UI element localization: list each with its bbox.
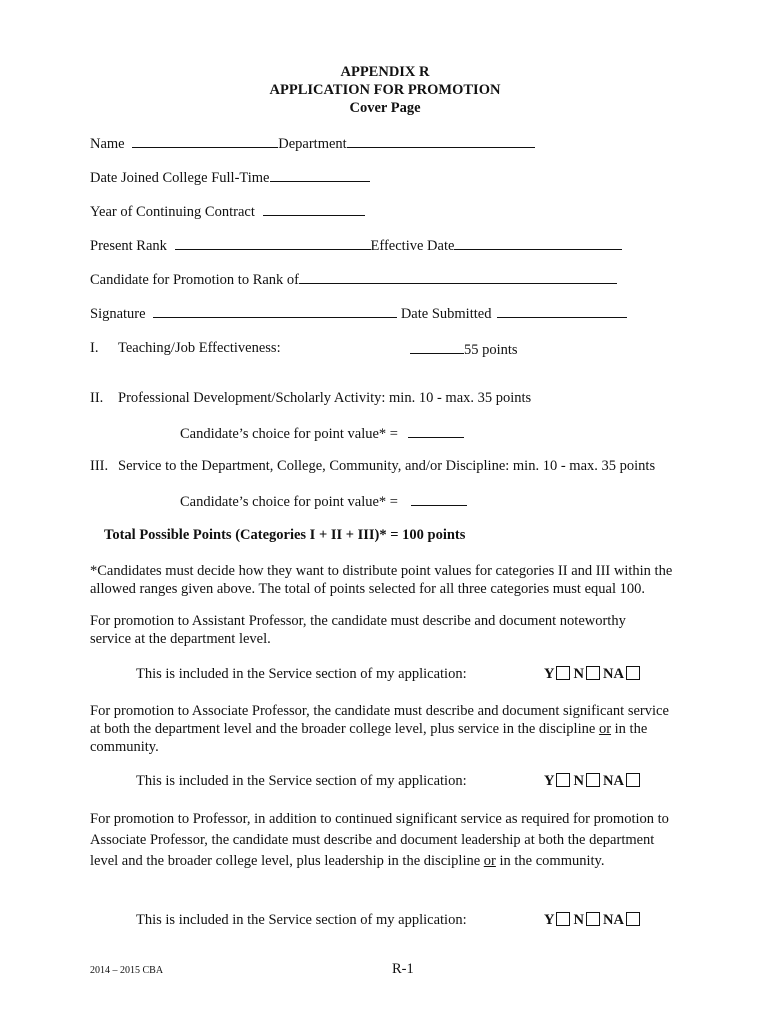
date-submitted-field[interactable] bbox=[497, 304, 627, 318]
professor-note-text: For promotion to Professor, in addition to continued significant service as required for promotion to Associate Professor, the candidate must describe and document leadership at both the department level and the broader college level, plus leadership in the discipline bbox=[90, 811, 669, 869]
na-label: NA bbox=[602, 666, 624, 682]
professor-included-text: This is included in the Service section of my application: bbox=[136, 912, 467, 928]
no-label: N bbox=[573, 773, 584, 789]
professor-note bbox=[90, 809, 682, 872]
professor-note-end: in the community. bbox=[499, 853, 605, 869]
category-3-choice-row bbox=[180, 492, 467, 511]
signature-label: Signature bbox=[90, 306, 146, 322]
assistant-no-checkbox[interactable] bbox=[586, 666, 600, 680]
category-1-number: I. bbox=[90, 340, 99, 356]
total-points: Total Possible Points (Categories I + II + III)* = 100 points bbox=[104, 527, 466, 543]
candidate-rank-label: Candidate for Promotion to Rank of bbox=[90, 272, 300, 288]
assistant-professor-note: For promotion to Assistant Professor, the candidate must describe and document noteworthy service at the department level. bbox=[90, 613, 626, 647]
date-joined-label: Date Joined College Full-Time bbox=[90, 170, 270, 186]
category-1-points-row bbox=[410, 340, 518, 359]
department-label: Department bbox=[278, 136, 347, 152]
associate-note-text: For promotion to Associate Professor, the candidate must describe and document significant service at both the department level and the broader college level, plus service in the discipline bbox=[90, 703, 669, 737]
date-submitted-label: Date Submitted bbox=[400, 306, 492, 322]
associate-professor-note bbox=[90, 702, 670, 756]
present-rank-label: Present Rank bbox=[90, 238, 167, 254]
category-1-label: Teaching/Job Effectiveness: bbox=[118, 340, 281, 356]
no-label: N bbox=[573, 666, 584, 682]
yes-label: Y bbox=[544, 773, 555, 789]
na-label: NA bbox=[602, 773, 624, 789]
footer-cba: 2014 – 2015 CBA bbox=[90, 965, 164, 976]
no-label: N bbox=[573, 912, 584, 928]
present-rank-field[interactable] bbox=[175, 236, 371, 250]
date-joined-field[interactable] bbox=[270, 168, 370, 182]
assistant-checkbox-row bbox=[544, 666, 643, 683]
category-2-choice-field[interactable] bbox=[408, 424, 464, 438]
category-2-label: Professional Development/Scholarly Activity: min. 10 - max. 35 points bbox=[118, 390, 532, 406]
document-subtitle: Cover Page bbox=[349, 100, 421, 116]
associate-no-checkbox[interactable] bbox=[586, 773, 600, 787]
assistant-na-checkbox[interactable] bbox=[626, 666, 640, 680]
professor-no-checkbox[interactable] bbox=[586, 912, 600, 926]
effective-date-field[interactable] bbox=[454, 236, 622, 250]
associate-yes-checkbox[interactable] bbox=[556, 773, 570, 787]
appendix-label: APPENDIX R bbox=[340, 64, 430, 80]
name-field[interactable] bbox=[132, 134, 278, 148]
professor-checkbox-row bbox=[544, 912, 643, 929]
candidate-rank-row bbox=[90, 270, 617, 289]
category-3-label: Service to the Department, College, Community, and/or Discipline: min. 10 - max. 35 points bbox=[118, 458, 656, 474]
professor-yes-checkbox[interactable] bbox=[556, 912, 570, 926]
professor-na-checkbox[interactable] bbox=[626, 912, 640, 926]
category-2-number: II. bbox=[90, 390, 104, 406]
associate-checkbox-row bbox=[544, 773, 643, 790]
signature-row bbox=[90, 304, 627, 323]
category-1-points-field[interactable] bbox=[410, 340, 464, 354]
candidate-rank-field[interactable] bbox=[299, 270, 617, 284]
category-3-choice-label: Candidate’s choice for point value* = bbox=[180, 494, 398, 510]
name-label: Name bbox=[90, 136, 125, 152]
effective-date-label: Effective Date bbox=[370, 238, 455, 254]
na-label: NA bbox=[602, 912, 624, 928]
present-rank-row bbox=[90, 236, 622, 255]
associate-na-checkbox[interactable] bbox=[626, 773, 640, 787]
associate-note-or: or bbox=[598, 721, 612, 737]
assistant-yes-checkbox[interactable] bbox=[556, 666, 570, 680]
continuing-contract-label: Year of Continuing Contract bbox=[90, 204, 255, 220]
continuing-contract-row bbox=[90, 202, 365, 221]
category-3-number: III. bbox=[90, 458, 109, 474]
assistant-included-text: This is included in the Service section of my application: bbox=[136, 666, 467, 682]
yes-label: Y bbox=[544, 666, 555, 682]
category-1-points: 55 points bbox=[464, 342, 518, 358]
page-number: R-1 bbox=[392, 961, 414, 977]
associate-note-end: in the community. bbox=[90, 721, 648, 755]
name-department-row bbox=[90, 134, 535, 153]
footnote: *Candidates must decide how they want to distribute point values for categories II and III within the allowed ranges given above. The total of points selected for all three categories must equal 100. bbox=[90, 563, 673, 597]
professor-note-or: or bbox=[483, 853, 496, 869]
continuing-contract-field[interactable] bbox=[263, 202, 365, 216]
category-2-choice-row bbox=[180, 424, 464, 443]
yes-label: Y bbox=[544, 912, 555, 928]
document-title: APPLICATION FOR PROMOTION bbox=[269, 82, 501, 98]
date-joined-row bbox=[90, 168, 370, 187]
signature-field[interactable] bbox=[153, 304, 397, 318]
category-3-choice-field[interactable] bbox=[411, 492, 467, 506]
associate-included-text: This is included in the Service section of my application: bbox=[136, 773, 467, 789]
department-field[interactable] bbox=[347, 134, 535, 148]
category-2-choice-label: Candidate’s choice for point value* = bbox=[180, 426, 398, 442]
